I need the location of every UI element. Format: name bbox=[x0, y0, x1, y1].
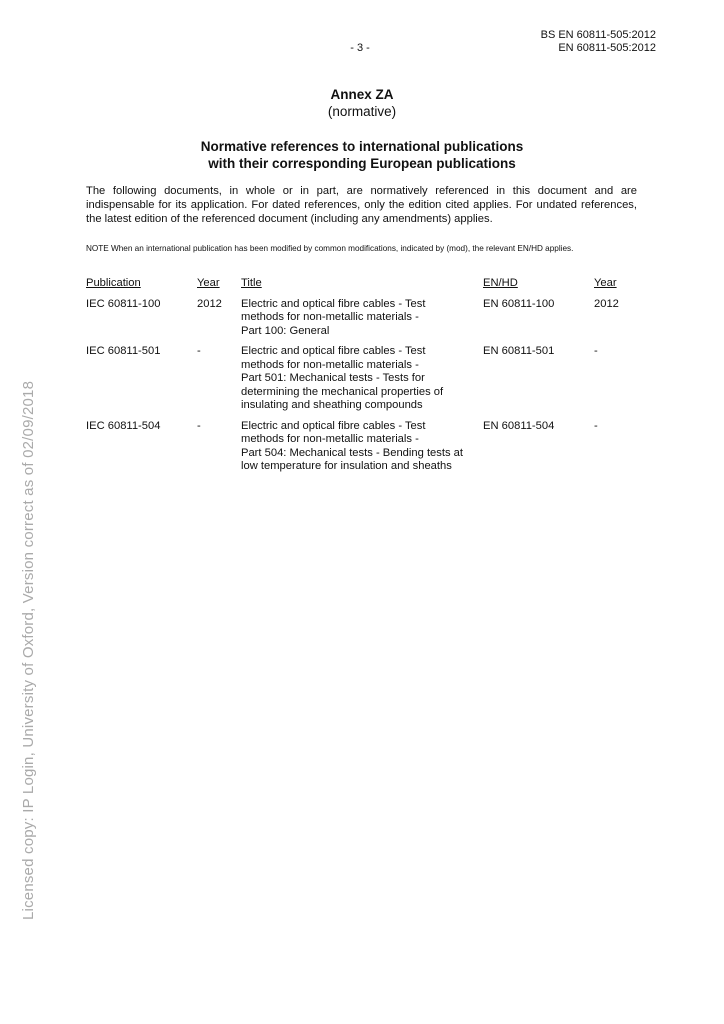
cell-publication: IEC 60811-504 bbox=[86, 419, 161, 432]
cell-title bbox=[241, 298, 483, 346]
cell-publication: IEC 60811-501 bbox=[86, 345, 161, 357]
intro-paragraph: The following documents, in whole or in part, are normatively referenced in this document and are indispensable for its application. For dated references, only the edition cited applies. For undated references, the latest edition of the referenced document (including any amendments) applies. bbox=[86, 185, 637, 225]
header-bs-number: BS EN 60811-505:2012 bbox=[540, 29, 656, 41]
document-header bbox=[541, 29, 656, 55]
page-number: - 3 - bbox=[350, 42, 370, 54]
section-title-line-2: with their corresponding European publications bbox=[208, 156, 516, 171]
cell-year: 2012 bbox=[197, 297, 222, 310]
cell-year: - bbox=[197, 345, 201, 357]
header-en-hd: EN/HD bbox=[483, 277, 518, 289]
header-en-number: EN 60811-505:2012 bbox=[558, 42, 656, 54]
references-table bbox=[86, 277, 634, 481]
cell-publication: IEC 60811-100 bbox=[86, 297, 161, 310]
title-line: Part 100: General bbox=[241, 324, 330, 337]
table-row bbox=[86, 298, 634, 346]
license-watermark: Licensed copy: IP Login, University of Oxford, Version correct as of 02/09/2018 bbox=[20, 380, 37, 920]
title-line: low temperature for insulation and sheaths bbox=[241, 460, 452, 472]
section-title bbox=[0, 138, 724, 172]
cell-title bbox=[241, 345, 483, 420]
title-line: determining the mechanical properties of bbox=[241, 385, 444, 398]
title-line: methods for non-metallic materials - bbox=[241, 433, 419, 445]
title-line: methods for non-metallic materials - bbox=[241, 358, 419, 371]
section-title-line-1: Normative references to international publications bbox=[200, 139, 524, 154]
annex-subtitle: (normative) bbox=[327, 104, 397, 119]
title-line: Electric and optical fibre cables - Test bbox=[241, 419, 426, 432]
cell-en-year: 2012 bbox=[594, 297, 619, 310]
header-year: Year bbox=[197, 277, 220, 289]
cell-en-hd: EN 60811-501 bbox=[483, 345, 555, 357]
cell-title bbox=[241, 420, 483, 481]
title-line: Part 504: Mechanical tests - Bending tests at bbox=[241, 446, 464, 459]
title-line: Part 501: Mechanical tests - Tests for bbox=[241, 372, 425, 384]
title-line: insulating and sheathing compounds bbox=[241, 399, 423, 411]
title-line: methods for non-metallic materials - bbox=[241, 311, 419, 323]
table-row bbox=[86, 420, 634, 481]
cell-en-hd: EN 60811-100 bbox=[483, 297, 555, 310]
cell-en-year: - bbox=[594, 419, 598, 432]
header-en-year: Year bbox=[594, 277, 617, 289]
header-title: Title bbox=[241, 277, 262, 289]
annex-title: Annex ZA bbox=[330, 87, 394, 102]
cell-year: - bbox=[197, 419, 201, 432]
table-header-row bbox=[86, 277, 634, 298]
cell-en-year: - bbox=[594, 345, 598, 357]
title-line: Electric and optical fibre cables - Test bbox=[241, 297, 426, 310]
header-publication: Publication bbox=[86, 277, 141, 289]
title-line: Electric and optical fibre cables - Test bbox=[241, 345, 426, 357]
cell-en-hd: EN 60811-504 bbox=[483, 419, 555, 432]
note-paragraph: NOTE When an international publication has been modified by common modifications, indicated by (mod), the relevant EN/HD applies. bbox=[86, 244, 574, 253]
table-row bbox=[86, 345, 634, 420]
